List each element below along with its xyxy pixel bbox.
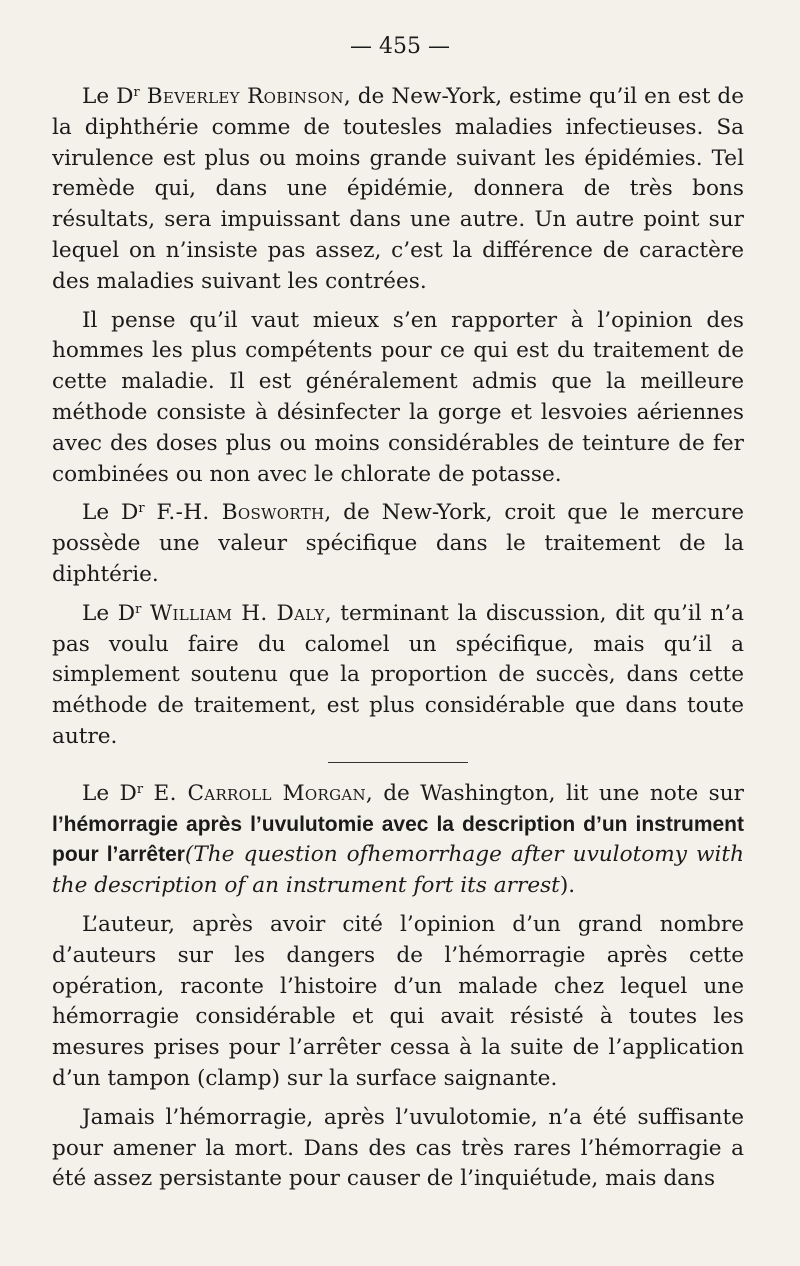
section-divider	[328, 762, 468, 763]
text-fragment: ).	[559, 873, 576, 899]
text-fragment: , de Washington, lit une note sur	[365, 780, 744, 806]
text-fragment: Le D	[82, 500, 139, 526]
text-fragment: , terminant la discussion, dit qu’il n’a pas voulu faire du calomel un spécifique, mais qu’il a simplement soutenu que la proportion de succès, dans cette méthode de traitement, est plus considérable que dans toute autre.	[52, 600, 745, 749]
person-name: Beverley Robinson	[146, 84, 344, 109]
paragraph-auteur: L’auteur, après avoir cité l’opinion d’un grand nombre d’auteurs sur les dangers de l’hémorragie après cette opération, raconte l’histoire d’un malade chez lequel une hémorragie considérable et qui avait résisté à toutes les mesures prises pour l’arrêter cessa à la suite de l’application d’un tampon (clamp) sur la surface saignante.	[52, 911, 744, 1091]
bold-title: l’hémorragie après l’uvulutomie avec la description d’un instrument pour l’arrêter	[52, 812, 744, 867]
person-name: E. Carroll Morgan	[153, 780, 366, 806]
superscript: r	[133, 84, 140, 100]
paragraph-bosworth	[52, 498, 744, 590]
text-fragment: , de New-York, croit que le mercure possède une valeur spécifique dans le traitement de la diphtérie.	[52, 500, 745, 587]
text-fragment: Le D	[82, 600, 136, 626]
paragraph-opinion: Il pense qu’il vaut mieux s’en rapporter à l’opinion des hommes les plus compétents pour ce qui est du traitement de cette maladie. Il est généralement admis que la meilleure méthode consiste à désinfecter la gorge et lesvoies aériennes avec des doses plus ou moins considérables de teinture de fer combinées ou non avec le chlorate de potasse.	[52, 307, 744, 487]
page-number: — 455 —	[350, 34, 450, 59]
text-fragment: , de New-York, estime qu’il en est de la diphthérie comme de toutesles maladies infectieuses. Sa virulence est plus ou moins grande suivant les épidémies. Tel remède qui, dans une épidémie, donnera de très bons résultats, sera impuissant dans une autre. Un autre point sur lequel on n’insiste pas assez, c’est la différence de caractère des maladies suivant les contrées.	[52, 84, 745, 294]
text-fragment: Le D	[82, 84, 134, 109]
italic-english-title: (The question ofhemorrhage after uvulotomy with the description of an instrument fort its arrest	[52, 842, 744, 899]
paragraph-morgan	[52, 779, 744, 902]
superscript: r	[136, 781, 144, 797]
person-name: William H. Daly	[150, 600, 325, 626]
paragraph-daly	[52, 599, 744, 753]
paragraph-robinson	[52, 82, 744, 298]
person-name: F.-H. Bosworth	[156, 500, 325, 526]
paragraph-jamais: Jamais l’hémorragie, après l’uvulotomie, n’a été suffisante pour amener la mort. Dans des cas très rares l’hémorragie a été assez persistante pour causer de l’inquiétude, mais dans	[52, 1104, 744, 1192]
page-body	[52, 82, 744, 1195]
text-fragment: Le D	[82, 780, 137, 806]
superscript: r	[138, 501, 145, 517]
superscript: r	[135, 601, 142, 617]
